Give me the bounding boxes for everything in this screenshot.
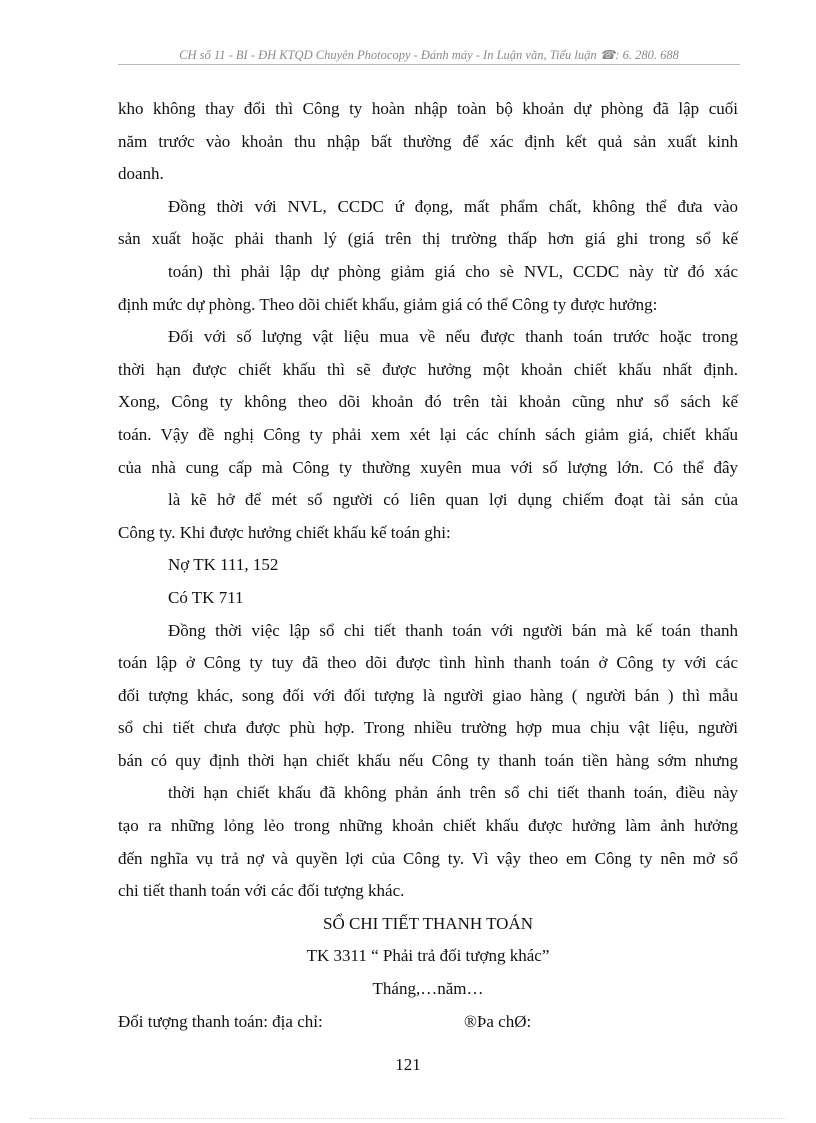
body-line: Công ty. Khi được hưởng chiết khấu kế toán ghi: [118, 522, 451, 542]
document-body [118, 93, 738, 1038]
body-line: sản xuất hoặc phải thanh lý (giá trên thị trường thấp hơn giá ghi trong sổ kế [118, 229, 738, 249]
body-line: của nhà cung cấp mà Công ty thường xuyên mua với số lượng lớn. Có thể đây [118, 457, 738, 477]
body-line: là kẽ hở để mét số người có liên quan lợi dụng chiếm đoạt tài sản của [168, 490, 738, 510]
ledger-account: TK 3311 “ Phải trả đối tượng khác” [306, 946, 550, 966]
body-line: năm trước vào khoản thu nhập bất thường để xác định kết quả sản xuất kinh [118, 131, 738, 151]
body-line: Đồng thời việc lập sổ chi tiết thanh toán với người bán mà kế toán thanh [168, 620, 738, 640]
body-line: Xong, Công ty không theo dõi khoản đó trên tài khoản cũng như sổ sách kế [118, 392, 738, 412]
body-line: kho không thay đổi thì Công ty hoàn nhập toàn bộ khoản dự phòng đã lập cuối [118, 99, 738, 118]
body-line: Đối với số lượng vật liệu mua về nếu được thanh toán trước hoặc trong [168, 327, 738, 347]
address-label: Đối tượng thanh toán: địa chỉ: [118, 1011, 323, 1031]
running-header: CH số 11 - BI - ĐH KTQD Chuyên Photocopy - Đánh máy - In Luận văn, Tiểu luận ☎: 6. 280. 688 [179, 48, 679, 62]
header-divider [118, 64, 740, 65]
body-line: chi tiết thanh toán với các đối tượng khác. [118, 881, 405, 901]
body-line: bán có quy định thời hạn chiết khấu nếu Công ty thanh toán tiền hàng sớm nhưng [118, 750, 738, 770]
body-line: toán lập ở Công ty tuy đã theo dõi được tình hình thanh toán ở Công ty với các [118, 653, 738, 673]
ledger-title: SỔ CHI TIẾT THANH TOÁN [323, 913, 533, 933]
address-label-garbled: ®Þa chØ: [464, 1011, 532, 1031]
body-line: doanh. [118, 164, 164, 184]
body-line: thời hạn được chiết khấu thì sẽ được hưởng một khoản chiết khấu nhất định. [118, 359, 738, 379]
body-line: Đồng thời với NVL, CCDC ứ đọng, mất phẩm chất, không thể đưa vào [168, 196, 738, 216]
body-line: toán. Vậy đề nghị Công ty phải xem xét lại các chính sách giảm giá, chiết khấu [118, 424, 738, 444]
footer-divider [30, 1118, 786, 1119]
journal-entry-debit: Nợ TK 111, 152 [168, 555, 279, 575]
body-line: sổ chi tiết chưa được phù hợp. Trong nhiều trường hợp mua chịu vật liệu, người [118, 718, 738, 738]
body-line: tạo ra những lỏng lẻo trong những khoản chiết khấu được hưởng làm ảnh hưởng [118, 816, 738, 836]
journal-entry-credit: Có TK 711 [168, 587, 244, 607]
ledger-period: Tháng,…năm… [372, 979, 484, 999]
body-line: định mức dự phòng. Theo dõi chiết khấu, giảm giá có thể Công ty được hưởng: [118, 294, 658, 314]
ledger-address-row [118, 1006, 738, 1039]
body-line: toán) thì phải lập dự phòng giảm giá cho sè NVL, CCDC này từ đó xác [168, 261, 738, 281]
body-line: đến nghĩa vụ trả nợ và quyền lợi của Công ty. Vì vậy theo em Công ty nên mở sổ [118, 848, 738, 868]
body-line: thời hạn chiết khấu đã không phản ánh trên sổ chi tiết thanh toán, điều này [168, 783, 738, 803]
body-line: đối tượng khác, song đối với đối tượng là người giao hàng ( người bán ) thì mẫu [118, 685, 738, 705]
page-number: 121 [395, 1055, 421, 1074]
